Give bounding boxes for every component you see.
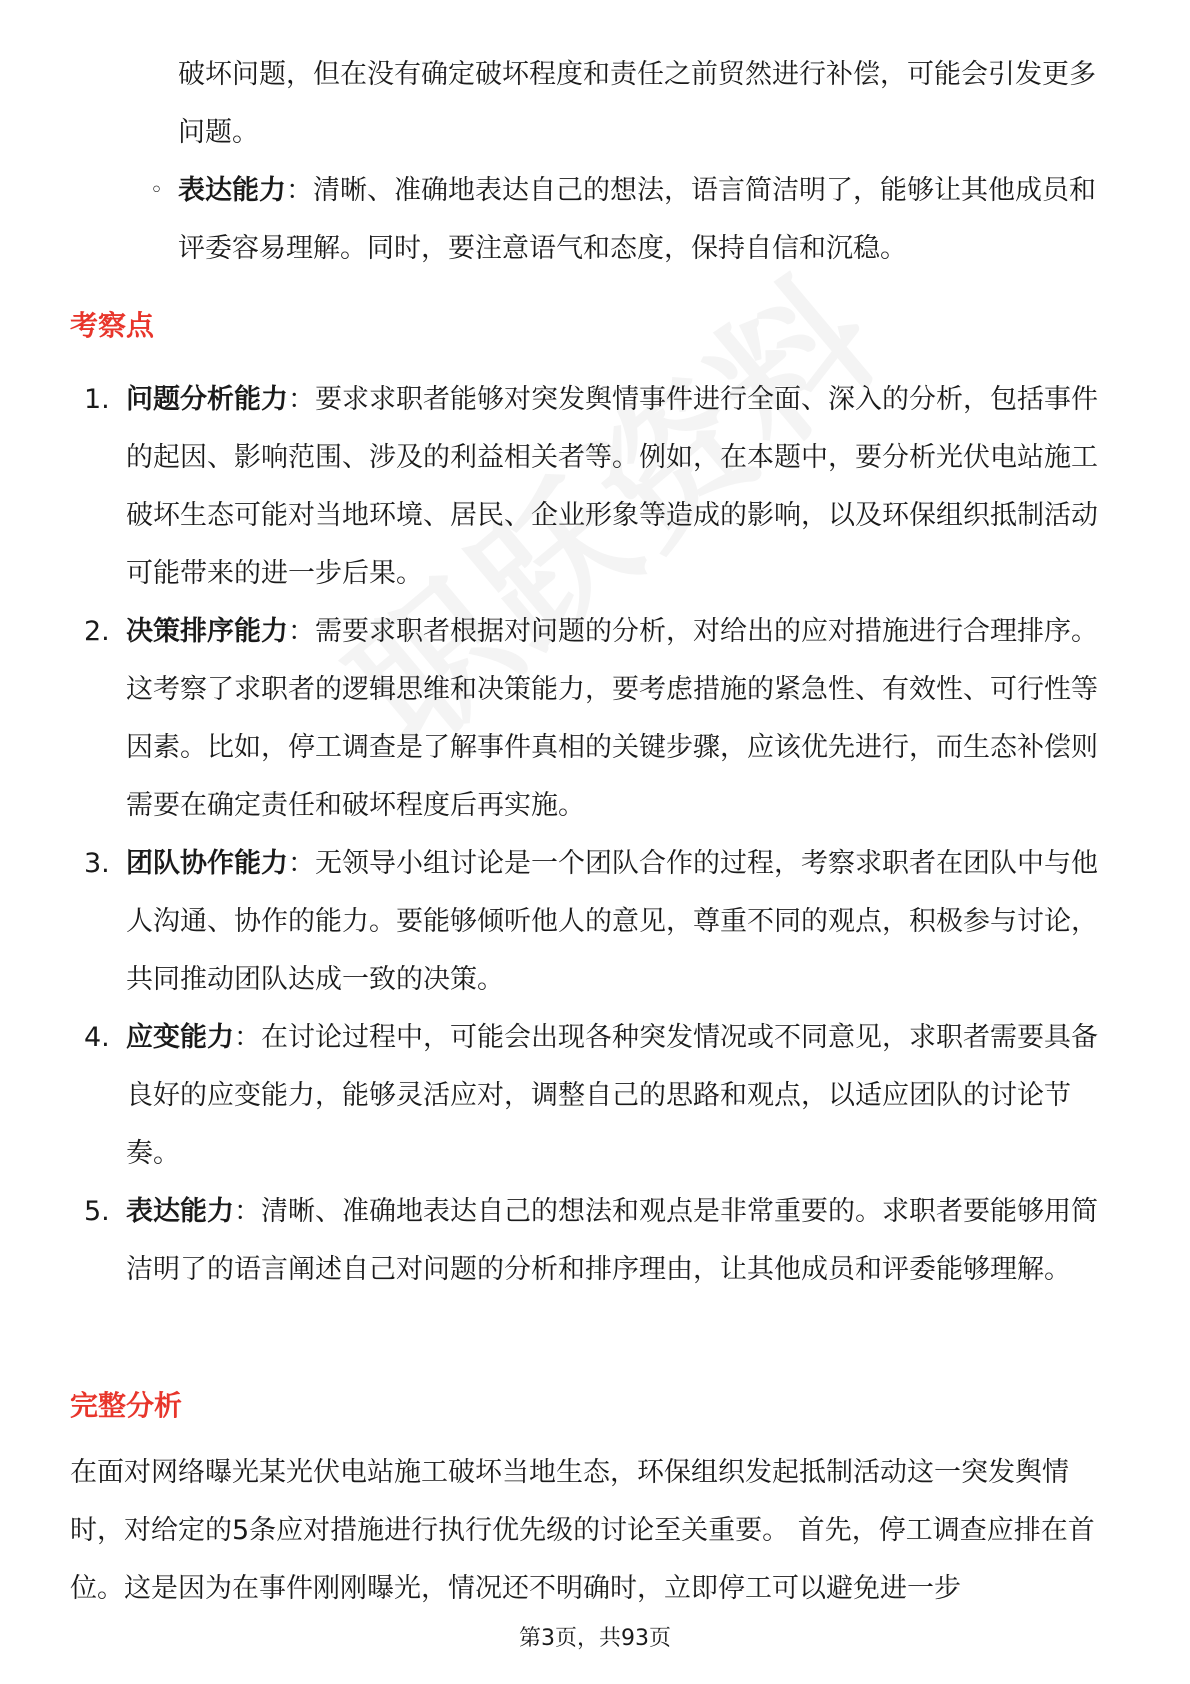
bullet-body [178, 162, 1118, 278]
list-item-body [126, 603, 1118, 835]
list-item-text: ：在讨论过程中，可能会出现各种突发情况或不同意见，求职者需要具备良好的应变能力，能够灵活应对，调整自己的思路和观点，以适应团队的讨论节奏。 [126, 1022, 1098, 1169]
section-heading-inspection-points: 考察点 [70, 309, 155, 342]
section-heading-full-analysis: 完整分析 [70, 1389, 183, 1422]
bullet-term: 表达能力 [178, 175, 286, 206]
list-item-number: 4. [84, 1022, 110, 1053]
list-item [84, 1183, 1118, 1299]
list-item [84, 1009, 1118, 1183]
list-item-body [126, 835, 1118, 1009]
analysis-paragraph: 在面对网络曝光某光伏电站施工破坏当地生态，环保组织发起抵制活动这一突发舆情时，对给定的5条应对措施进行执行优先级的讨论至关重要。 首先，停工调查应排在首位。这是因为在事件刚刚曝光，情况还不明确时，立即停工可以避免进一步 [70, 1457, 1095, 1604]
list-item-number: 3. [84, 848, 110, 879]
list-item-body [126, 1009, 1118, 1183]
list-item-text: ：清晰、准确地表达自己的想法和观点是非常重要的。求职者要能够用简洁明了的语言阐述自己对问题的分析和排序理由，让其他成员和评委能够理解。 [126, 1196, 1098, 1285]
bullet-text: ：清晰、准确地表达自己的想法，语言简洁明了，能够让其他成员和评委容易理解。同时，要注意语气和态度，保持自信和沉稳。 [178, 175, 1096, 264]
list-item-term: 问题分析能力 [126, 384, 288, 415]
list-item-text: ：要求求职者能够对突发舆情事件进行全面、深入的分析，包括事件的起因、影响范围、涉及的利益相关者等。例如，在本题中，要分析光伏电站施工破坏生态可能对当地环境、居民、企业形象等造成的影响，以及环保组织抵制活动可能带来的进一步后果。 [126, 384, 1098, 589]
list-item [84, 835, 1118, 1009]
list-item-number: 1. [84, 384, 110, 415]
list-item [84, 371, 1118, 603]
list-item-number: 2. [84, 616, 110, 647]
continuation-text: 破坏问题，但在没有确定破坏程度和责任之前贸然进行补偿，可能会引发更多问题。 [178, 59, 1096, 148]
list-item-body [126, 1183, 1118, 1299]
inspection-points-list [84, 371, 1118, 1299]
bullet-marker: ◦ [150, 178, 163, 203]
list-item-body [126, 371, 1118, 603]
page-number: 第3页，共93页 [519, 1626, 671, 1651]
list-item-number: 5. [84, 1196, 110, 1227]
list-item [84, 603, 1118, 835]
list-item-term: 表达能力 [126, 1196, 234, 1227]
list-item-text: ：需要求职者根据对问题的分析，对给出的应对措施进行合理排序。这考察了求职者的逻辑思维和决策能力，要考虑措施的紧急性、有效性、可行性等因素。比如，停工调查是了解事件真相的关键步骤，应该优先进行，而生态补偿则需要在确定责任和破坏程度后再实施。 [126, 616, 1098, 821]
list-item-text: ：无领导小组讨论是一个团队合作的过程，考察求职者在团队中与他人沟通、协作的能力。要能够倾听他人的意见，尊重不同的观点，积极参与讨论，共同推动团队达成一致的决策。 [126, 848, 1098, 995]
list-item-term: 团队协作能力 [126, 848, 288, 879]
list-item-term: 决策排序能力 [126, 616, 288, 647]
bullet-item [150, 162, 1118, 278]
list-item-term: 应变能力 [126, 1022, 234, 1053]
